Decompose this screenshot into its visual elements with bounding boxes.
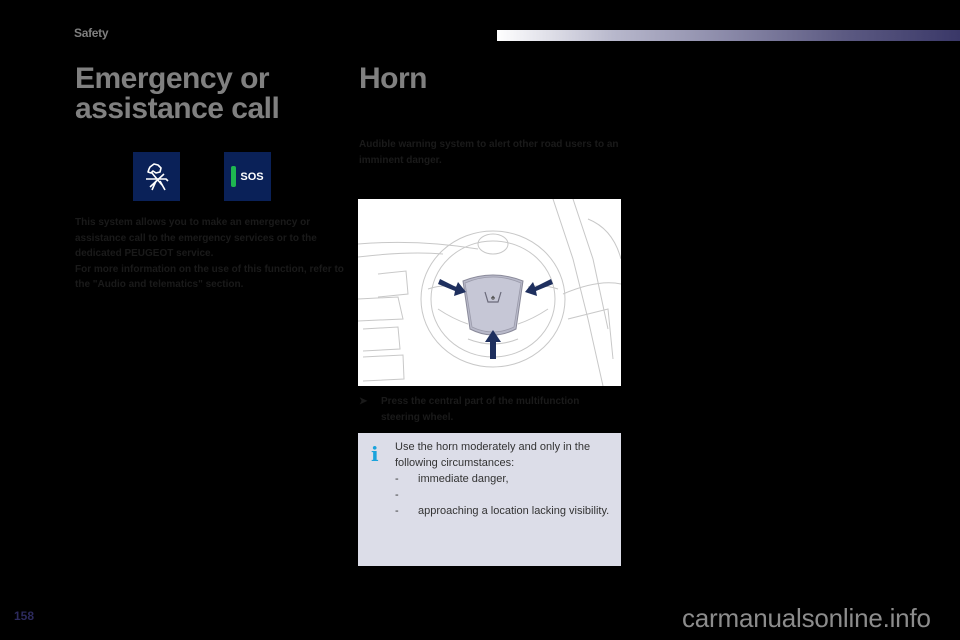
info-list-item: - approaching a location lacking visibility. bbox=[395, 505, 610, 517]
info-text bbox=[395, 439, 617, 519]
emergency-call-title bbox=[75, 64, 279, 124]
info-item-text: approaching a location lacking visibility. bbox=[418, 505, 610, 517]
steering-wheel-diagram-icon bbox=[358, 199, 621, 386]
info-list bbox=[395, 471, 617, 519]
svg-text:♠: ♠ bbox=[490, 293, 496, 302]
title-line-2: assistance call bbox=[75, 92, 280, 125]
watermark: carmanualsonline.info bbox=[682, 603, 931, 633]
section-label: Safety bbox=[74, 26, 109, 40]
peugeot-lion-icon bbox=[133, 152, 180, 201]
page-number: 158 bbox=[14, 609, 35, 623]
info-box bbox=[358, 433, 621, 566]
sos-button-icon bbox=[224, 152, 271, 201]
description-paragraph-1: This system allows you to make an emergency or assistance call to the emergency services or to the dedicated PEUGEOT service. bbox=[75, 217, 317, 259]
horn-instruction-step bbox=[359, 394, 619, 425]
sos-indicator-icon bbox=[231, 166, 236, 187]
info-list-item: - bbox=[395, 489, 399, 501]
emergency-call-description bbox=[75, 215, 345, 293]
lion-glyph-icon bbox=[142, 161, 172, 193]
title-line-1: Emergency or bbox=[75, 62, 270, 95]
horn-intro: Audible warning system to alert other road users to an imminent danger. bbox=[359, 139, 619, 166]
horn-title: Horn bbox=[359, 62, 427, 95]
steering-wheel-illustration bbox=[358, 199, 621, 386]
description-paragraph-2: For more information on the use of this function, refer to the "Audio and telematics" section. bbox=[75, 263, 344, 290]
step-text: Press the central part of the multifunction steering wheel. bbox=[381, 396, 580, 423]
header-gradient-bar bbox=[497, 30, 960, 41]
info-list-item: - immediate danger, bbox=[395, 473, 509, 485]
sos-label: SOS bbox=[240, 170, 264, 183]
info-icon: i bbox=[371, 442, 379, 466]
info-intro: Use the horn moderately and only in the following circumstances: bbox=[395, 441, 591, 469]
bullet-arrow-icon: ➤ bbox=[359, 396, 368, 407]
info-item-text: immediate danger, bbox=[418, 473, 509, 485]
